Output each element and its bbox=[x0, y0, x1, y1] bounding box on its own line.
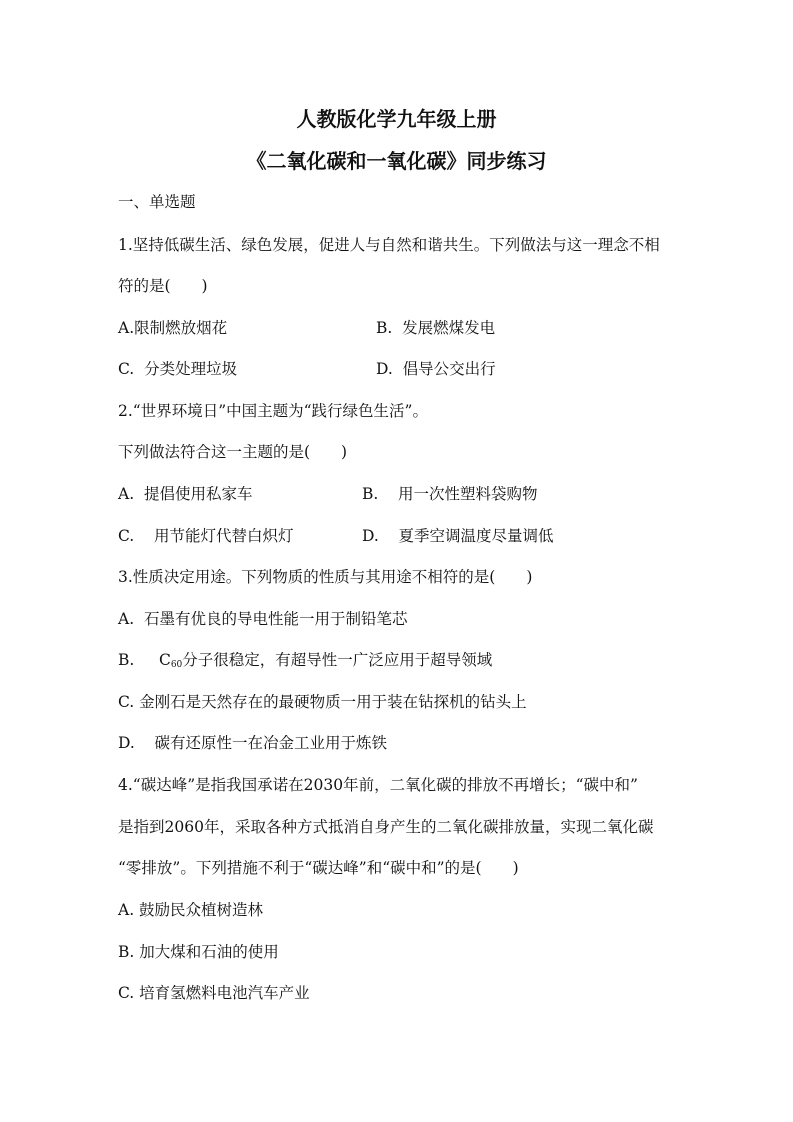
question-4-stem: 4.“碳达峰”是指我国承诺在2030年前，二氧化碳的排放不再增长；“碳中和” bbox=[118, 776, 638, 794]
question-1-stem-cont: 符的是( ) bbox=[118, 277, 208, 295]
question-3-option-c: C. 金刚石是天然存在的最硬物质一用于装在钻探机的钻头上 bbox=[118, 693, 527, 711]
document-title: 人教版化学九年级上册 bbox=[296, 107, 497, 131]
question-3-option-d: D. 碳有还原性一在冶金工业用于炼铁 bbox=[118, 734, 388, 752]
question-2-stem: 2.“世界环境日”中国主题为“践行绿色生活”。 bbox=[118, 402, 428, 420]
question-3-option-b-prefix: B. C bbox=[118, 651, 171, 669]
question-2-option-a: A. 提倡使用私家车 bbox=[118, 485, 253, 503]
question-3-option-b bbox=[118, 648, 492, 670]
question-3-option-a: A. 石墨有优良的导电性能一用于制铅笔芯 bbox=[118, 610, 408, 628]
question-3-option-b-text: 分子很稳定，有超导性一广泛应用于超导领域 bbox=[182, 651, 493, 669]
question-4-option-b: B. 加大煤和石油的使用 bbox=[118, 943, 279, 961]
question-1-option-d: D. 倡导公交出行 bbox=[376, 360, 496, 378]
question-1-option-b: B. 发展燃煤发电 bbox=[376, 319, 496, 337]
question-4-stem-cont-1: 是指到2060年，采取各种方式抵消自身产生的二氧化碳排放量，实现二氧化碳 bbox=[118, 818, 654, 836]
question-4-option-a: A. 鼓励民众植树造林 bbox=[118, 901, 264, 919]
question-2-stem-cont: 下列做法符合这一主题的是( ) bbox=[118, 443, 348, 461]
question-1-option-a: A.限制燃放烟花 bbox=[118, 319, 228, 337]
question-3-stem: 3.性质决定用途。下列物质的性质与其用途不相符的是( ) bbox=[118, 568, 533, 586]
question-1-option-c: C. 分类处理垃圾 bbox=[118, 360, 238, 378]
document-subtitle: 《二氧化碳和一氧化碳》同步练习 bbox=[246, 149, 547, 173]
section-heading: 一、单选题 bbox=[118, 193, 196, 211]
carbon-60-subscript: 60 bbox=[170, 660, 183, 670]
question-2-option-b: B. 用一次性塑料袋购物 bbox=[362, 485, 538, 503]
question-1-stem: 1.坚持低碳生活、绿色发展，促进人与自然和谐共生。下列做法与这一理念不相 bbox=[118, 236, 660, 254]
question-4-option-c: C. 培育氢燃料电池汽车产业 bbox=[118, 984, 310, 1002]
question-2-option-c: C. 用节能灯代替白炽灯 bbox=[118, 527, 294, 545]
question-2-option-d: D. 夏季空调温度尽量调低 bbox=[362, 527, 554, 545]
question-4-stem-cont-2: “零排放”。下列措施不利于“碳达峰”和“碳中和”的是( ) bbox=[118, 859, 519, 877]
